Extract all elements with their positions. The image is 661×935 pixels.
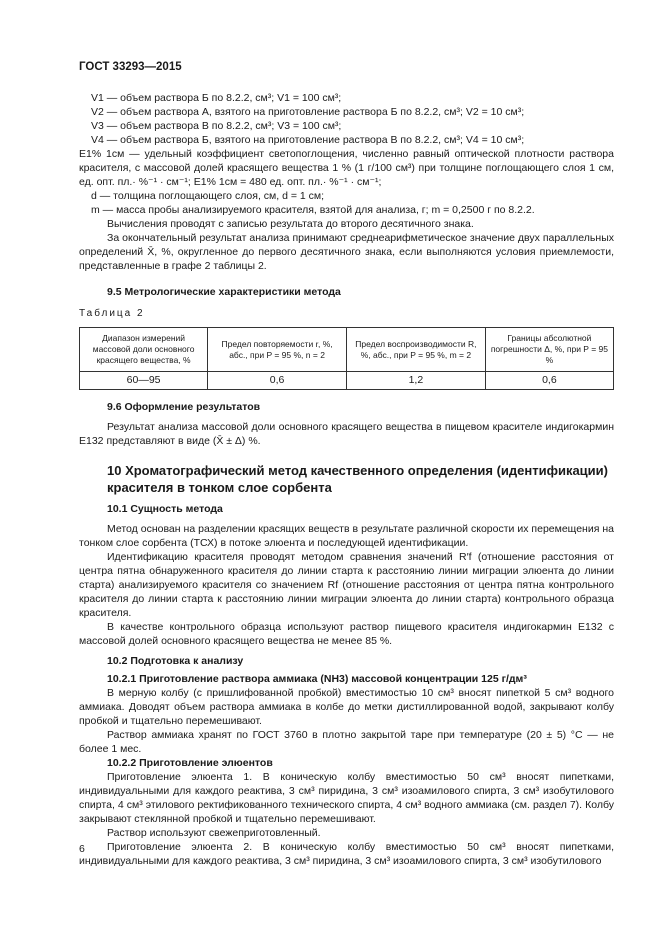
table-2 — [79, 327, 614, 390]
definition-m: m — масса пробы анализируемого красителя, взятой для анализа, г; m = 0,2500 г по 8.2.2. — [91, 204, 535, 216]
section-10-1-paragraph-3: В качестве контрольного образца используют раствор пищевого красителя индигокармин Е132 с массовой долей основного красящего вещества не менее 85 %. — [79, 621, 614, 647]
definition-v3: V3 — объем раствора В по 8.2.2, см³; V3 = 100 см³; — [91, 120, 342, 132]
table-header-range: Диапазон измерений массовой доли основного красящего вещества, % — [80, 328, 208, 372]
table-row — [80, 372, 614, 390]
table-cell-range: 60—95 — [80, 372, 208, 390]
table-2-title: Таблица 2 — [79, 308, 145, 319]
section-10-heading: 10 Хроматографический метод качественного определения (идентификации) красителя в тонком слое сорбента — [107, 463, 608, 495]
section-10-2-2-paragraph-2: Раствор используют свежеприготовленный. — [107, 827, 321, 839]
table-cell-reproducibility: 1,2 — [346, 372, 485, 390]
section-10-1-paragraph-2: Идентификацию красителя проводят методом сравнения значений R′f (отношение расстояния от центра пятна обнаруженного красителя до линии старта к расстоянию линии миграции элюента до линии старта) анализируемого красителя со значением Rf (отношение расстояния от центра пятна контрольного красителя до линии старта к расстоянию линии миграции элюента до линии старта) контрольного образца красителя. — [79, 551, 614, 619]
section-10-2-2-heading: 10.2.2 Приготовление элюентов — [107, 757, 273, 769]
definition-d: d — толщина поглощающего слоя, см, d = 1 см; — [91, 190, 325, 202]
document-body — [79, 91, 614, 868]
section-10-2-2-paragraph-3: Приготовление элюента 2. В коническую колбу вместимостью 50 см³ вносят пипетками, индивидуальными для каждого реактива, 3 см³ пиридина, 3 см³ изоамилового спирта, 3 см³ изобутилового — [79, 841, 614, 867]
section-10-2-1-paragraph-2: Раствор аммиака хранят по ГОСТ 3760 в плотно закрытой таре при температуре (20 ± 5) °С — не более 1 мес. — [79, 729, 614, 755]
document-header: ГОСТ 33293—2015 — [79, 61, 182, 73]
section-10-2-heading: 10.2 Подготовка к анализу — [107, 655, 244, 667]
section-10-2-2-paragraph-1: Приготовление элюента 1. В коническую колбу вместимостью 50 см³ вносят пипетками, индивидуальными для каждого реактива, 3 см³ пиридина, 3 см³ изоамилового спирта, 3 см³ изобутилового спирта, 4 см³ этилового ректификованного технического спирта, 4 см³ водного аммиака (см. раздел 7). Колбу закрывают стеклянной пробкой и тщательно перемешивают. — [79, 771, 614, 825]
page-number: 6 — [79, 843, 85, 855]
section-9-6-text: Результат анализа массовой доли основного красящего вещества в пищевом красителе индигокармин Е132 представляют в виде (X̄ ± Δ) %. — [79, 421, 614, 447]
table-header-row — [80, 328, 614, 372]
table-header-error-bounds: Границы абсолютной погрешности Δ, %, при P = 95 % — [485, 328, 613, 372]
table-cell-repeatability: 0,6 — [208, 372, 347, 390]
definitions-list — [79, 91, 614, 217]
section-9-6-heading: 9.6 Оформление результатов — [107, 401, 261, 413]
section-10-2-1-heading: 10.2.1 Приготовление раствора аммиака (NH3) массовой концентрации 125 г/дм³ — [107, 673, 527, 685]
section-10-2-1-paragraph-1: В мерную колбу (с пришлифованной пробкой) вместимостью 10 см³ вносят пипеткой 5 см³ водного аммиака. Доводят объем раствора аммиака в колбе до метки дистиллированной водой, закрывают колбу пробкой и тщательно перемешивают. — [79, 687, 614, 727]
section-10-1-heading: 10.1 Сущность метода — [107, 503, 223, 515]
definition-e1cm: E1% 1см — удельный коэффициент светопоглощения, численно равный оптической плотности раствора красителя, с массовой долей красящего вещества 1 % (1 г/100 см³) при толщине поглощающего слоя 1 см, ед. опт. пл.· %⁻¹ · см⁻¹; E1% 1см = 480 ед. опт. пл.· %⁻¹ · см⁻¹; — [79, 148, 614, 188]
calc-paragraph: Вычисления проводят с записью результата до второго десятичного знака. — [107, 218, 474, 230]
table-cell-error-bounds: 0,6 — [485, 372, 613, 390]
section-10-1-paragraph-1: Метод основан на разделении красящих веществ в результате различной скорости их перемещения на тонком слое сорбента (ТСХ) в потоке элюента и последующей идентификации. — [79, 523, 614, 549]
definition-v2: V2 — объем раствора А, взятого на приготовление раствора Б по 8.2.2, см³; V2 = 10 см³; — [91, 106, 525, 118]
table-header-repeatability: Предел повторяемости r, %, абс., при P = 95 %, n = 2 — [208, 328, 347, 372]
definition-v4: V4 — объем раствора Б, взятого на приготовление раствора В по 8.2.2, см³; V4 = 10 см³; — [91, 134, 525, 146]
final-result-paragraph: За окончательный результат анализа принимают среднеарифметическое значение двух параллельных определений X̄, %, округленное до первого десятичного знака, если выполняются условия приемлемости, представленные в графе 2 таблицы 2. — [79, 232, 614, 272]
section-9-5-heading: 9.5 Метрологические характеристики метода — [107, 286, 341, 298]
definition-v1: V1 — объем раствора Б по 8.2.2, см³; V1 = 100 см³; — [91, 92, 342, 104]
table-header-reproducibility: Предел воспроизводимости R, %, абс., при P = 95 %, m = 2 — [346, 328, 485, 372]
